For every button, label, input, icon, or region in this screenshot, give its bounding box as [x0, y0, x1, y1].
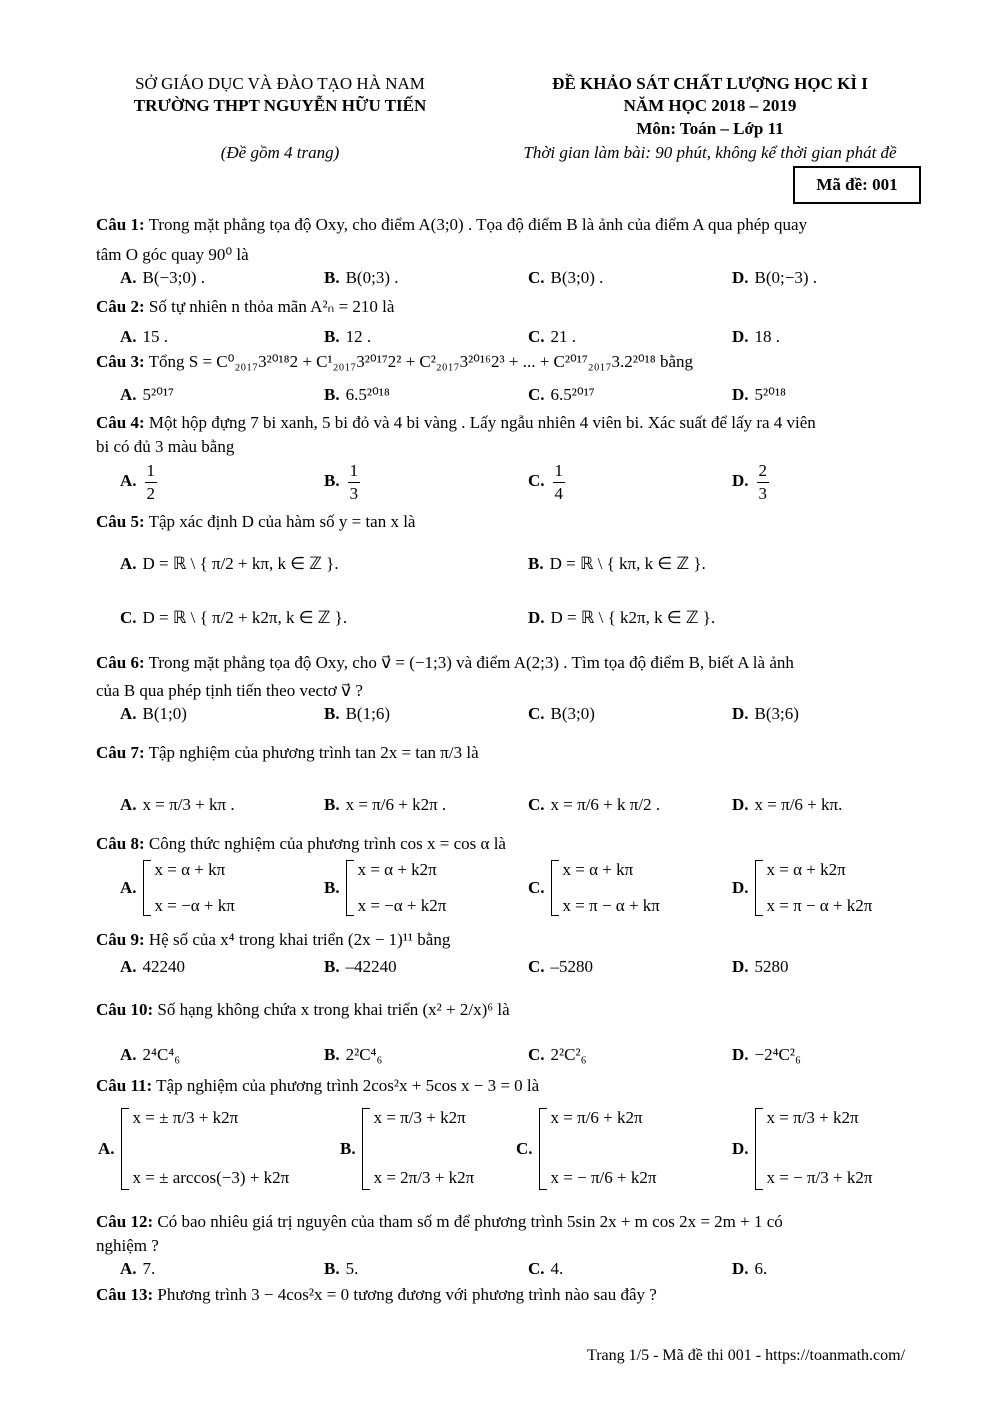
question-8: Câu 8: Công thức nghiệm của phương trình cos x = cos α là: [96, 834, 506, 853]
option-a[interactable]: A. 42240: [120, 957, 186, 976]
option-b[interactable]: B. 2²C⁴₆: [324, 1045, 383, 1064]
option-c[interactable]: C. x = π/6 + k2π x = − π/6 + k2π: [516, 1108, 656, 1190]
option-d[interactable]: D. 5²⁰¹⁸: [732, 385, 786, 404]
question-11: Câu 11: Tập nghiệm của phương trình 2cos²x + 5cos x − 3 = 0 là: [96, 1076, 540, 1095]
option-b[interactable]: B. D = ℝ \ { kπ, k ∈ ℤ }.: [528, 554, 706, 573]
option-d[interactable]: D. D = ℝ \ { k2π, k ∈ ℤ }.: [528, 608, 716, 627]
option-b[interactable]: B. B(1;6): [324, 704, 390, 723]
question-10: Câu 10: Số hạng không chứa x trong khai triển (x² + 2/x)⁶ là: [96, 1000, 510, 1019]
question-13: Câu 13: Phương trình 3 − 4cos²x = 0 tương đương với phương trình nào sau đây ?: [96, 1285, 657, 1304]
option-d[interactable]: D. B(3;6): [732, 704, 799, 723]
option-a[interactable]: A. B(1;0): [120, 704, 187, 723]
option-c[interactable]: C. 4.: [528, 1259, 564, 1278]
option-a[interactable]: A. x = α + kπ x = −α + kπ: [120, 860, 235, 915]
option-a[interactable]: A. 5²⁰¹⁷: [120, 385, 174, 404]
option-c[interactable]: C. x = α + kπ x = π − α + kπ: [528, 860, 660, 915]
option-a[interactable]: A. $\frac{1}{2}$: [120, 461, 156, 503]
question-2: Câu 2: Số tự nhiên n thỏa mãn A²ₙ = 210 là: [96, 297, 395, 316]
exam-code-box: Mã đề: 001: [793, 166, 921, 204]
exam-title: ĐỀ KHẢO SÁT CHẤT LƯỢNG HỌC KÌ I: [552, 74, 868, 93]
option-b[interactable]: B. $\frac{1}{3}$: [324, 461, 359, 503]
option-d[interactable]: D. 18 .: [732, 327, 781, 346]
question-4: Câu 4: Một hộp đựng 7 bi xanh, 5 bi đỏ và 4 bi vàng . Lấy ngẫu nhiên 4 viên bi. Xác suất để lấy ra 4 viên: [96, 413, 816, 432]
option-c[interactable]: C. 21 .: [528, 327, 577, 346]
question-7: Câu 7: Tập nghiệm của phương trình tan 2x = tan π/3 là: [96, 743, 479, 762]
question-9: Câu 9: Hệ số của x⁴ trong khai triển (2x − 1)¹¹ bằng: [96, 930, 451, 949]
option-b[interactable]: B. 6.5²⁰¹⁸: [324, 385, 390, 404]
option-a[interactable]: A. x = π/3 + kπ .: [120, 795, 235, 814]
option-a[interactable]: A. 2⁴C⁴₆: [120, 1045, 181, 1064]
department-name: SỞ GIÁO DỤC VÀ ĐÀO TẠO HÀ NAM: [135, 74, 425, 93]
option-b[interactable]: B. x = π/3 + k2π x = 2π/3 + k2π: [340, 1108, 474, 1190]
option-a[interactable]: A. 7.: [120, 1259, 156, 1278]
option-c[interactable]: C. x = π/6 + k π/2 .: [528, 795, 661, 814]
school-year: NĂM HỌC 2018 – 2019: [623, 96, 797, 115]
option-d[interactable]: D. x = α + k2π x = π − α + k2π: [732, 860, 873, 915]
option-d[interactable]: D. x = π/3 + k2π x = − π/3 + k2π: [732, 1108, 872, 1190]
time-limit: Thời gian làm bài: 90 phút, không kể thời gian phát đề: [523, 143, 897, 162]
question-5: Câu 5: Tập xác định D của hàm số y = tan x là: [96, 512, 416, 531]
page-footer: Trang 1/5 - Mã đề thi 001 - https://toanmath.com/: [587, 1347, 906, 1364]
option-d[interactable]: D. 5280: [732, 957, 789, 976]
option-b[interactable]: B. –42240: [324, 957, 397, 976]
option-d[interactable]: D. 6.: [732, 1259, 768, 1278]
option-b[interactable]: B. 12 .: [324, 327, 372, 346]
option-b[interactable]: B. x = α + k2π x = −α + k2π: [324, 860, 447, 915]
question-6: Câu 6: Trong mặt phẳng tọa độ Oxy, cho v⃗ = (−1;3) và điểm A(2;3) . Tìm tọa độ điểm B, biết A là ảnh: [96, 653, 794, 672]
option-a[interactable]: A. 15 .: [120, 327, 169, 346]
question-4-line2: bi có đủ 3 màu bằng: [96, 437, 235, 456]
option-b[interactable]: B. B(0;3) .: [324, 268, 399, 287]
option-c[interactable]: C. B(3;0) .: [528, 268, 604, 287]
question-12: Câu 12: Có bao nhiêu giá trị nguyên của tham số m để phương trình 5sin 2x + m cos 2x = 2m + 1 có: [96, 1212, 783, 1231]
option-a[interactable]: A. x = ± π/3 + k2π x = ± arccos(−3) + k2π: [98, 1108, 289, 1190]
question-label: Câu 1:: [96, 215, 145, 234]
question-12-line2: nghiệm ?: [96, 1236, 159, 1255]
question-1-line2: tâm O góc quay 90⁰ là: [96, 245, 249, 264]
option-d[interactable]: D. −2⁴C²₆: [732, 1045, 801, 1064]
option-d[interactable]: D. x = π/6 + kπ.: [732, 795, 843, 814]
option-c[interactable]: C. –5280: [528, 957, 594, 976]
option-c[interactable]: C. 2²C²₆: [528, 1045, 587, 1064]
option-c[interactable]: C. $\frac{1}{4}$: [528, 461, 564, 503]
question-1: [96, 215, 807, 235]
option-d[interactable]: D. B(0;−3) .: [732, 268, 818, 287]
question-3: Câu 3: Tổng S = C⁰₂₀₁₇3²⁰¹⁸2 + C¹₂₀₁₇3²⁰¹⁷2² + C²₂₀₁₇3²⁰¹⁶2³ + ... + C²⁰¹⁷₂₀₁₇3.2²⁰¹⁸ bằng: [96, 352, 693, 371]
option-c[interactable]: C. B(3;0): [528, 704, 595, 723]
option-b[interactable]: B. 5.: [324, 1259, 359, 1278]
option-c[interactable]: C. 6.5²⁰¹⁷: [528, 385, 595, 404]
question-text: Trong mặt phẳng tọa độ Oxy, cho điểm A(3;0) . Tọa độ điểm B là ảnh của điểm A qua phép quay: [148, 215, 808, 234]
option-a[interactable]: A. B(−3;0) .: [120, 268, 206, 287]
option-a[interactable]: A. D = ℝ \ { π/2 + kπ, k ∈ ℤ }.: [120, 554, 339, 573]
school-name: TRƯỜNG THPT NGUYỄN HỮU TIẾN: [133, 96, 427, 115]
option-b[interactable]: B. x = π/6 + k2π .: [324, 795, 447, 814]
option-d[interactable]: D. $\frac{2}{3}$: [732, 461, 768, 503]
question-6-line2: của B qua phép tịnh tiến theo vectơ v⃗ ?: [96, 681, 363, 700]
subject: Môn: Toán – Lớp 11: [636, 119, 784, 138]
option-c[interactable]: C. D = ℝ \ { π/2 + k2π, k ∈ ℤ }.: [120, 608, 348, 627]
page-count: (Đề gồm 4 trang): [220, 143, 340, 162]
